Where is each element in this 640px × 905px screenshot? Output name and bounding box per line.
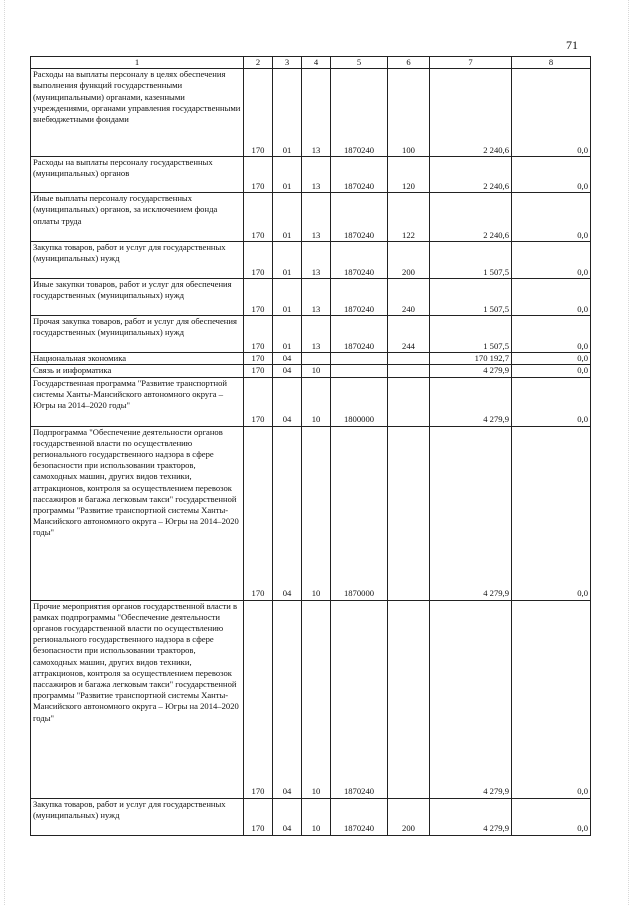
row-c5 [331,353,388,365]
row-c7: 1 507,5 [430,316,512,353]
row-c3: 04 [273,426,302,600]
row-c8: 0,0 [512,279,591,316]
row-c2: 170 [244,353,273,365]
row-c4: 13 [302,157,331,193]
row-c3: 01 [273,242,302,279]
row-c4: 13 [302,242,331,279]
row-c6: 240 [388,279,430,316]
scan-margin-left [4,0,6,905]
row-c8: 0,0 [512,353,591,365]
row-c6 [388,377,430,426]
scan-margin-right [628,0,630,905]
row-c5 [331,365,388,377]
row-c2: 170 [244,242,273,279]
table-row [31,426,591,600]
row-c2: 170 [244,193,273,242]
row-c2: 170 [244,377,273,426]
row-c6: 122 [388,193,430,242]
row-c4: 13 [302,69,331,157]
row-c4: 10 [302,600,331,798]
row-c7: 1 507,5 [430,279,512,316]
row-c5: 1870000 [331,426,388,600]
row-c7: 2 240,6 [430,69,512,157]
row-c7: 4 279,9 [430,365,512,377]
table-row [31,353,591,365]
row-c6 [388,600,430,798]
row-c4: 13 [302,193,331,242]
header-cell-3: 3 [273,57,302,69]
table-row [31,157,591,193]
row-c3: 04 [273,600,302,798]
row-c8: 0,0 [512,193,591,242]
row-name: Закупка товаров, работ и услуг для государственных (муниципальных) нужд [31,242,244,279]
header-cell-7: 7 [430,57,512,69]
row-c8: 0,0 [512,600,591,798]
row-c8: 0,0 [512,242,591,279]
row-c8: 0,0 [512,798,591,835]
table-row [31,316,591,353]
row-c5: 1870240 [331,193,388,242]
table-row [31,242,591,279]
page-number: 71 [566,38,578,52]
row-c4: 10 [302,426,331,600]
row-c6 [388,353,430,365]
row-name: Иные закупки товаров, работ и услуг для обеспечения государственных (муниципальных) нужд [31,279,244,316]
table-row [31,365,591,377]
table-row [31,798,591,835]
row-c3: 04 [273,798,302,835]
row-c2: 170 [244,365,273,377]
header-cell-2: 2 [244,57,273,69]
row-c6: 200 [388,798,430,835]
row-c5: 1870240 [331,279,388,316]
row-c4 [302,353,331,365]
row-c8: 0,0 [512,365,591,377]
row-c7: 2 240,6 [430,157,512,193]
row-name: Иные выплаты персоналу государственных (муниципальных) органов, за исключением фонда оплаты труда [31,193,244,242]
header-cell-4: 4 [302,57,331,69]
row-c8: 0,0 [512,157,591,193]
header-cell-5: 5 [331,57,388,69]
row-c8: 0,0 [512,316,591,353]
row-c2: 170 [244,316,273,353]
row-c5: 1800000 [331,377,388,426]
row-c2: 170 [244,279,273,316]
row-c5: 1870240 [331,69,388,157]
row-c4: 10 [302,377,331,426]
row-name: Расходы на выплаты персоналу в целях обеспечения выполнения функций государственными (муниципальными) органами, казенными учреждениями, органами управления государственными внебюджетными фондами [31,69,244,157]
row-c3: 01 [273,316,302,353]
row-c3: 01 [273,193,302,242]
row-c7: 4 279,9 [430,377,512,426]
row-c6: 100 [388,69,430,157]
row-c5: 1870240 [331,157,388,193]
row-c2: 170 [244,69,273,157]
row-c3: 04 [273,353,302,365]
row-c4: 10 [302,365,331,377]
row-c8: 0,0 [512,377,591,426]
row-c6: 244 [388,316,430,353]
row-name: Подпрограмма "Обеспечение деятельности органов государственной власти по осуществлению регионального государственного надзора в сфере безопасности при использовании тракторов, самоходных машин, других видов техники, аттракционов, контроля за осуществлением перевозок пассажиров и багажа легковым такси" государственной программы "Развитие транспортной системы Ханты-Мансийского автономного округа – Югры на 2014–2020 годы" [31,426,244,600]
table-row [31,279,591,316]
table-row [31,193,591,242]
header-cell-6: 6 [388,57,430,69]
row-c3: 01 [273,279,302,316]
header-cell-8: 8 [512,57,591,69]
row-c5: 1870240 [331,798,388,835]
row-c3: 01 [273,69,302,157]
row-name: Прочие мероприятия органов государственной власти в рамках подпрограммы "Обеспечение деятельности органов государственной власти по осуществлению регионального государственного надзора в сфере безопасности при использовании тракторов, самоходных машин, других видов техники, аттракционов, контроля за осуществлением перевозок пассажиров и багажа легковым такси" государственной программы "Развитие транспортной системы Ханты-Мансийского автономного округа – Югры на 2014–2020 годы" [31,600,244,798]
row-c7: 4 279,9 [430,426,512,600]
row-c2: 170 [244,426,273,600]
budget-table [30,56,591,836]
row-c3: 04 [273,365,302,377]
row-c3: 04 [273,377,302,426]
row-c6 [388,365,430,377]
row-c3: 01 [273,157,302,193]
header-cell-1: 1 [31,57,244,69]
row-c2: 170 [244,600,273,798]
row-c2: 170 [244,157,273,193]
row-c6: 120 [388,157,430,193]
row-c5: 1870240 [331,600,388,798]
row-c4: 13 [302,316,331,353]
row-c7: 4 279,9 [430,600,512,798]
row-name: Национальная экономика [31,353,244,365]
row-c7: 1 507,5 [430,242,512,279]
row-c4: 10 [302,798,331,835]
row-c2: 170 [244,798,273,835]
row-c7: 4 279,9 [430,798,512,835]
table-row [31,600,591,798]
table-row [31,69,591,157]
row-c6 [388,426,430,600]
row-name: Государственная программа "Развитие транспортной системы Ханты-Мансийского автономного округа – Югры на 2014–2020 годы" [31,377,244,426]
row-name: Прочая закупка товаров, работ и услуг для обеспечения государственных (муниципальных) нужд [31,316,244,353]
row-c7: 170 192,7 [430,353,512,365]
row-c5: 1870240 [331,242,388,279]
row-name: Закупка товаров, работ и услуг для государственных (муниципальных) нужд [31,798,244,835]
row-c7: 2 240,6 [430,193,512,242]
row-c8: 0,0 [512,426,591,600]
row-name: Расходы на выплаты персоналу государственных (муниципальных) органов [31,157,244,193]
row-c6: 200 [388,242,430,279]
row-name: Связь и информатика [31,365,244,377]
row-c5: 1870240 [331,316,388,353]
row-c4: 13 [302,279,331,316]
table-row [31,377,591,426]
table-header-row [31,57,591,69]
row-c8: 0,0 [512,69,591,157]
